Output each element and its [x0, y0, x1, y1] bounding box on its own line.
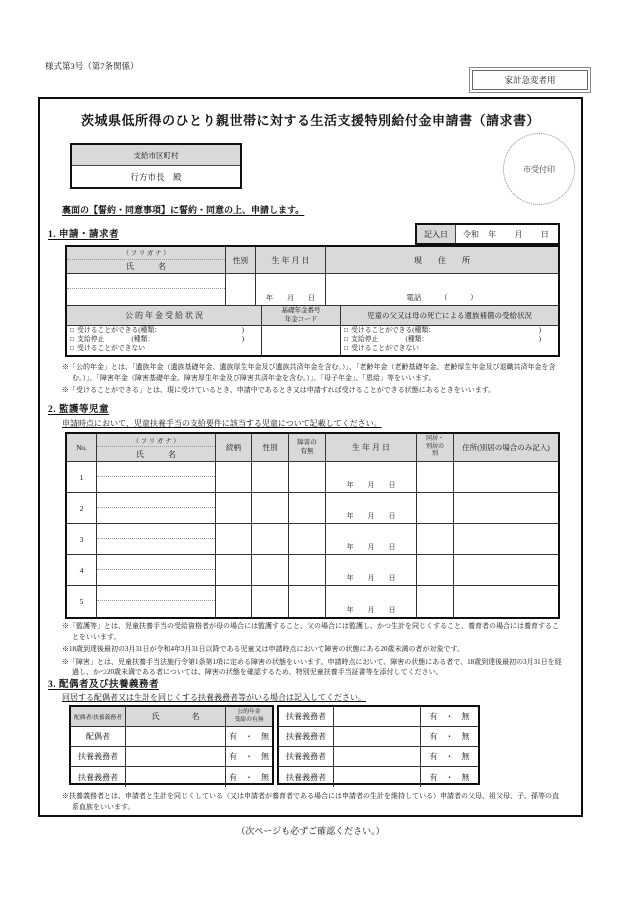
- child-living-field: [417, 493, 454, 523]
- child-furigana-field: [97, 493, 215, 508]
- child-furigana-label: （ フ リ ガ ナ ）: [97, 434, 215, 447]
- survivor-options-cell: [341, 326, 558, 355]
- dependent-row: [279, 727, 478, 747]
- pledge-statement: 裏面の【誓約・同意事項】に誓約・同意の上、申請します。: [62, 205, 305, 215]
- child-address-field: [454, 555, 558, 585]
- survivor-option-1-label: 受けることができる(種類：: [351, 327, 435, 335]
- spouse-header-row: [71, 707, 272, 727]
- note-disability: ※「障害」とは、児童扶養手当法施行令第1条第1項に定める障害の状態をいいます。申請時点において、障害の状態にある者で、18歳到達後最初の3月31日を経過し、かつ20歳未満である者については、障害の状態を確認するため、特別児童扶養手当証書等を添付してください。: [62, 657, 562, 676]
- survivor-option-3-label: 受けることができない: [351, 344, 420, 352]
- child-row-no: 1: [67, 462, 97, 492]
- child-living-field: [417, 555, 454, 585]
- child-birth-field: 年 月 日: [326, 462, 417, 492]
- pension-option-3: [70, 345, 258, 354]
- child-relation-field: [216, 524, 252, 554]
- child-disability-field: [289, 462, 326, 492]
- dependent-row: [279, 707, 478, 727]
- child-address-header: 住所(別居の場合のみ記入): [454, 434, 558, 461]
- child-living-field: [417, 524, 454, 554]
- child-name-header-cell: [97, 434, 216, 461]
- child-disability-field: [289, 524, 326, 554]
- child-birth-field: 年 月 日: [326, 555, 417, 585]
- child-relation-field: [216, 462, 252, 492]
- spouse-header-col1: 配偶者/扶養義務者: [71, 707, 126, 726]
- audience-tag-label: 家計急変者用: [504, 75, 556, 85]
- child-living-field: [417, 586, 454, 617]
- survivor-option-1-close: ): [538, 327, 541, 335]
- entry-date-box: [415, 223, 560, 245]
- survivor-option-2-label: 支給停止 (種類：: [351, 336, 429, 344]
- child-name-cell: [97, 586, 216, 617]
- applicant-name-cell: [67, 274, 226, 305]
- name-label: 氏 名: [126, 261, 166, 271]
- section1-heading: 1. 申請・請求者: [48, 230, 120, 240]
- child-row-1: [67, 462, 558, 493]
- spouse-header-pension: [226, 707, 272, 726]
- form-main-box: [38, 97, 583, 817]
- dependent-pension-choice: 有 ・ 無: [429, 712, 470, 721]
- basic-pension-line1: 基礎年金番号: [281, 307, 321, 315]
- pension-option-2-close: ): [241, 336, 244, 344]
- section2-intro: 申請時点において、児童扶養手当の支給要件に該当する児童について記載してください。: [62, 419, 382, 428]
- disability-header: [289, 434, 326, 461]
- pension-option-1-label: 受けることができる(種類：: [77, 327, 161, 335]
- child-name-field: [97, 539, 215, 555]
- dependent-pension-choice: 有 ・ 無: [229, 772, 269, 782]
- dependent-row: [71, 747, 272, 767]
- dependent-pension-choice: 有 ・ 無: [429, 752, 470, 761]
- no-header: No.: [67, 434, 97, 461]
- pension-status-header: 公 的 年 金 受 給 状 況: [67, 306, 262, 325]
- dependent-name-field: [334, 727, 421, 746]
- note-age-limit: ※18歳到達後最初の3月31日が令和4年3月31日以降である児童又は申請時点において障害の状態にある20歳未満の者が対象です。: [62, 645, 464, 653]
- child-sex-field: [252, 524, 289, 554]
- checkbox-icon: □: [70, 327, 75, 335]
- dependent-name-field: [126, 767, 226, 787]
- pension-option-3-label: 受けることができない: [77, 344, 146, 352]
- disability-header-line1: 障害の: [297, 439, 317, 447]
- children-table: [65, 432, 560, 619]
- survivor-option-2: [344, 336, 555, 345]
- checkbox-icon: □: [344, 344, 349, 352]
- applicant-table: [65, 245, 560, 357]
- spouse-pension-choice: 有 ・ 無: [229, 732, 269, 741]
- name-header-cell: [67, 247, 226, 273]
- child-name-cell: [97, 462, 216, 492]
- child-row-2: [67, 493, 558, 524]
- child-row-no: 4: [67, 555, 97, 585]
- dependent-name-field: [334, 747, 421, 766]
- checkbox-icon: □: [70, 344, 75, 352]
- birth-header: 生 年 月 日: [256, 247, 326, 273]
- child-address-field: [454, 493, 558, 523]
- child-sex-field: [252, 462, 289, 492]
- pension-header-row: [67, 306, 558, 326]
- checkbox-icon: □: [344, 327, 349, 335]
- child-name-label: 氏 名: [136, 449, 176, 459]
- applicant-birth-field: 年 月 日: [256, 274, 326, 305]
- applicant-name-field: [67, 289, 225, 305]
- child-sex-field: [252, 555, 289, 585]
- child-birth-field: 年 月 日: [326, 586, 417, 617]
- child-row-4: [67, 555, 558, 586]
- dependents-table: [277, 705, 480, 785]
- child-disability-field: [289, 555, 326, 585]
- dependent-row: [71, 767, 272, 787]
- sex-header: 性別: [226, 247, 256, 273]
- child-disability-field: [289, 586, 326, 617]
- receipt-stamp-label: 市受付印: [523, 164, 555, 174]
- pension-options-row: [67, 326, 558, 355]
- day-unit: 日: [540, 229, 549, 239]
- dependent-name-field: [334, 767, 421, 787]
- disability-header-line2: 有無: [300, 447, 314, 455]
- basic-pension-line2: 年金コード: [284, 315, 318, 323]
- dependent-row: [279, 767, 478, 787]
- child-name-field: [97, 601, 215, 617]
- applicant-input-row: [67, 274, 558, 306]
- dependent-name-field: [334, 707, 421, 726]
- section3-heading: 3. 配偶者及び扶養義務者: [48, 680, 160, 690]
- child-name-cell: [97, 493, 216, 523]
- child-relation-field: [216, 493, 252, 523]
- dependent-pension-choice: 有 ・ 無: [429, 732, 470, 741]
- relation-header: 続柄: [216, 434, 252, 461]
- living-header-line3: 別: [431, 451, 438, 458]
- spouse-header-pension-line2: 受給の有無: [234, 716, 264, 723]
- section3-note: [62, 789, 564, 814]
- survivor-option-3: [344, 345, 555, 354]
- child-birth-field: 年 月 日: [326, 493, 417, 523]
- child-relation-field: [216, 555, 252, 585]
- dependent-row-label: 扶養義務者: [279, 747, 334, 766]
- spouse-row: [71, 727, 272, 747]
- child-sex-field: [252, 586, 289, 617]
- pension-option-1-close: ): [241, 327, 244, 335]
- section3-intro: 同居する配偶者又は生計を同じくする扶養義務者等がいる場合は記入してください。: [62, 693, 366, 702]
- spouse-header-pension-line1: 公的年金: [237, 709, 261, 716]
- recipient-box: [70, 143, 242, 189]
- year-unit: 年: [488, 229, 497, 239]
- applicant-phone-field: 電話 （ ）: [406, 293, 478, 302]
- child-sex-field: [252, 493, 289, 523]
- dependent-row-label: 扶養義務者: [279, 727, 334, 746]
- receipt-stamp-circle: [503, 133, 575, 205]
- basic-pension-field: [262, 326, 341, 355]
- form-title: 茨城県低所得のひとり親世帯に対する生活支援特別給付金申請書（請求書）: [80, 113, 540, 128]
- address-header: 現 住 所: [326, 247, 558, 273]
- month-unit: 月: [514, 229, 523, 239]
- era-label: 令和: [463, 229, 479, 239]
- child-living-field: [417, 462, 454, 492]
- living-header-line2: 別居の: [425, 443, 444, 450]
- entry-date-value: [456, 225, 558, 243]
- spouse-header-name: 氏 名: [126, 707, 226, 726]
- applicant-furigana-field: [67, 274, 225, 289]
- child-furigana-field: [97, 524, 215, 539]
- section1-notes: [62, 360, 564, 398]
- survivor-option-1: [344, 327, 555, 336]
- child-furigana-field: [97, 555, 215, 570]
- child-name-cell: [97, 555, 216, 585]
- child-row-no: 5: [67, 586, 97, 617]
- addressee: 行方市長 殿: [130, 171, 182, 182]
- spouse-name-field: [126, 727, 226, 746]
- dependent-pension-choice: 有 ・ 無: [229, 752, 269, 761]
- living-header-line1: 同居・: [425, 436, 444, 443]
- child-row-3: [67, 524, 558, 555]
- child-name-cell: [97, 524, 216, 554]
- pension-option-2: [70, 336, 258, 345]
- spouse-row-label: 配偶者: [71, 727, 126, 746]
- note-custody: ※「監護等」とは、児童扶養手当の受給資格者が母の場合には監護すること、父の場合には監護し、かつ生計を同じくすること、養育者の場合には養育することをいいます。: [62, 622, 559, 641]
- child-disability-field: [289, 493, 326, 523]
- dependent-row: [279, 747, 478, 767]
- child-address-field: [454, 586, 558, 617]
- children-header-row: [67, 434, 558, 462]
- dependent-row-label: 扶養義務者: [279, 707, 334, 726]
- dependent-pension-choice: 有 ・ 無: [429, 772, 470, 782]
- pension-option-1: [70, 327, 258, 336]
- child-name-field: [97, 570, 215, 586]
- child-birth-header: 生 年 月 日: [326, 434, 417, 461]
- entry-date-label: 記入日: [417, 225, 456, 243]
- furigana-label: （ フ リ ガ ナ ）: [67, 247, 225, 260]
- applicant-header-row: [67, 247, 558, 274]
- child-row-5: [67, 586, 558, 617]
- child-address-field: [454, 524, 558, 554]
- child-address-field: [454, 462, 558, 492]
- audience-tag-box: [472, 70, 588, 90]
- form-code: 様式第3号（第7条関係）: [45, 61, 139, 71]
- child-furigana-field: [97, 462, 215, 477]
- pension-options-cell: [67, 326, 262, 355]
- child-furigana-field: [97, 586, 215, 601]
- checkbox-icon: □: [70, 336, 75, 344]
- child-relation-field: [216, 586, 252, 617]
- survivor-comp-header: 児童の父又は母の死亡による遺族補償の受給状況: [341, 306, 558, 325]
- municipality-header: 支給市区町村: [72, 145, 240, 166]
- child-birth-field: 年 月 日: [326, 524, 417, 554]
- child-row-no: 2: [67, 493, 97, 523]
- child-name-field: [97, 477, 215, 493]
- checkbox-icon: □: [344, 336, 349, 344]
- note-dependents: ※扶養義務者とは、申請者と生計を同じくしている（又は申請者が養育者である場合には申請者の生計を維持している）申請者の父母、祖父母、子、孫等の直系血族をいいます。: [62, 792, 559, 811]
- child-row-no: 3: [67, 524, 97, 554]
- child-name-field: [97, 508, 215, 524]
- child-sex-header: 性別: [252, 434, 289, 461]
- dependent-name-field: [126, 747, 226, 766]
- next-page-note: （次ページも必ずご確認ください。）: [236, 826, 385, 836]
- note-eligibility: ※「受けることができる」とは、現に受けているとき、申請中であるとき又は申請すれば受けることができる状態にあるときをいいます。: [62, 386, 496, 394]
- pension-option-2-label: 支給停止 (種類：: [77, 336, 155, 344]
- dependent-row-label: 扶養義務者: [71, 747, 126, 766]
- section2-heading: 2. 監護等児童: [48, 405, 110, 415]
- section2-notes: [62, 619, 564, 680]
- living-header: [417, 434, 454, 461]
- dependent-row-label: 扶養義務者: [279, 767, 334, 787]
- applicant-sex-field: [226, 274, 256, 305]
- survivor-option-2-close: ): [538, 336, 541, 344]
- spouse-table: [69, 705, 274, 785]
- dependent-row-label: 扶養義務者: [71, 767, 126, 787]
- basic-pension-header: [262, 306, 341, 325]
- note-public-pension: ※「公的年金」とは、「遺族年金（遺族基礎年金、遺族厚生年金及び遺族共済年金を含む。）」、「老齢年金（老齢基礎年金、老齢厚生年金及び退職共済年金を含む。）」、「障害年金（障害基礎年金、障害厚生年金及び障害共済年金を含む。）」、「母子年金」、「恩給」等をいいます。: [62, 363, 556, 382]
